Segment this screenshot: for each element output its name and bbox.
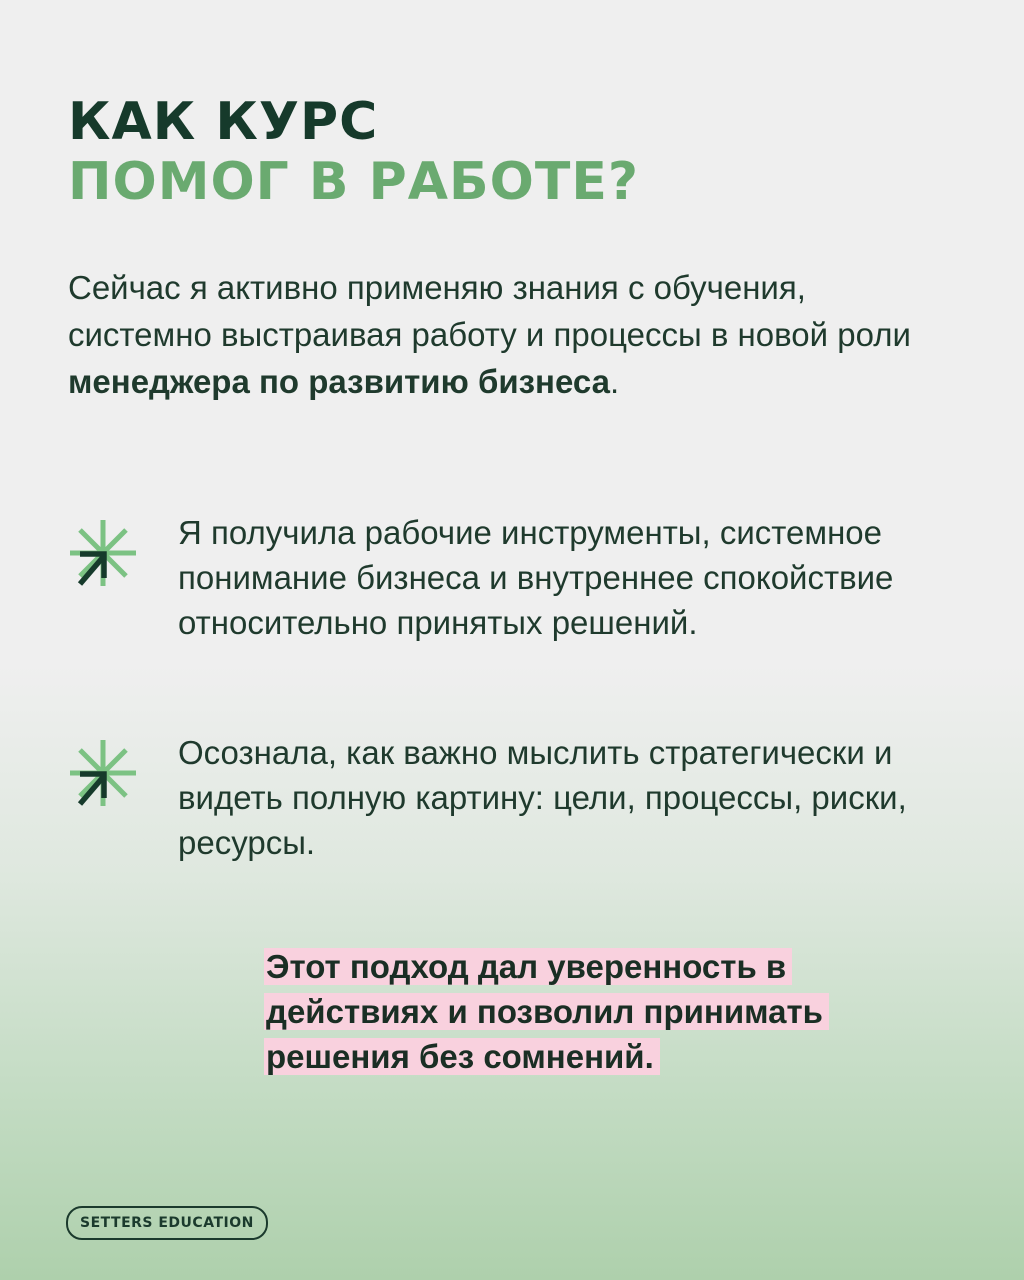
- highlight-quote: [264, 944, 964, 1079]
- bullet-text-2: Осознала, как важно мыслить стратегически и видеть полную картину: цели, процессы, риски, ресурсы.: [178, 734, 907, 861]
- intro-end: .: [609, 363, 620, 400]
- highlight-text: Этот подход дал уверенность в действиях и позволил принимать решения без сомнений.: [264, 948, 829, 1075]
- bullet-text-1: Я получила рабочие инструменты, системное понимание бизнеса и внутреннее спокойствие относительно принятых решений.: [178, 514, 894, 641]
- asterisk-arrow-icon: [66, 736, 140, 810]
- intro-bold-role: менеджера по развитию бизнеса: [68, 363, 610, 400]
- bullet-item-1: [66, 510, 958, 645]
- title-line-1: КАК КУРС: [68, 92, 379, 152]
- bullet-item-2: [66, 730, 958, 865]
- page-title: [68, 92, 639, 212]
- intro-paragraph: [68, 264, 928, 405]
- asterisk-arrow-icon: [66, 516, 140, 590]
- brand-badge: SETTERS EDUCATION: [66, 1206, 268, 1240]
- title-line-2: ПОМОГ В РАБОТЕ?: [68, 152, 640, 212]
- intro-text: Сейчас я активно применяю знания с обучения, системно выстраивая работу и процессы в новой роли: [68, 269, 911, 353]
